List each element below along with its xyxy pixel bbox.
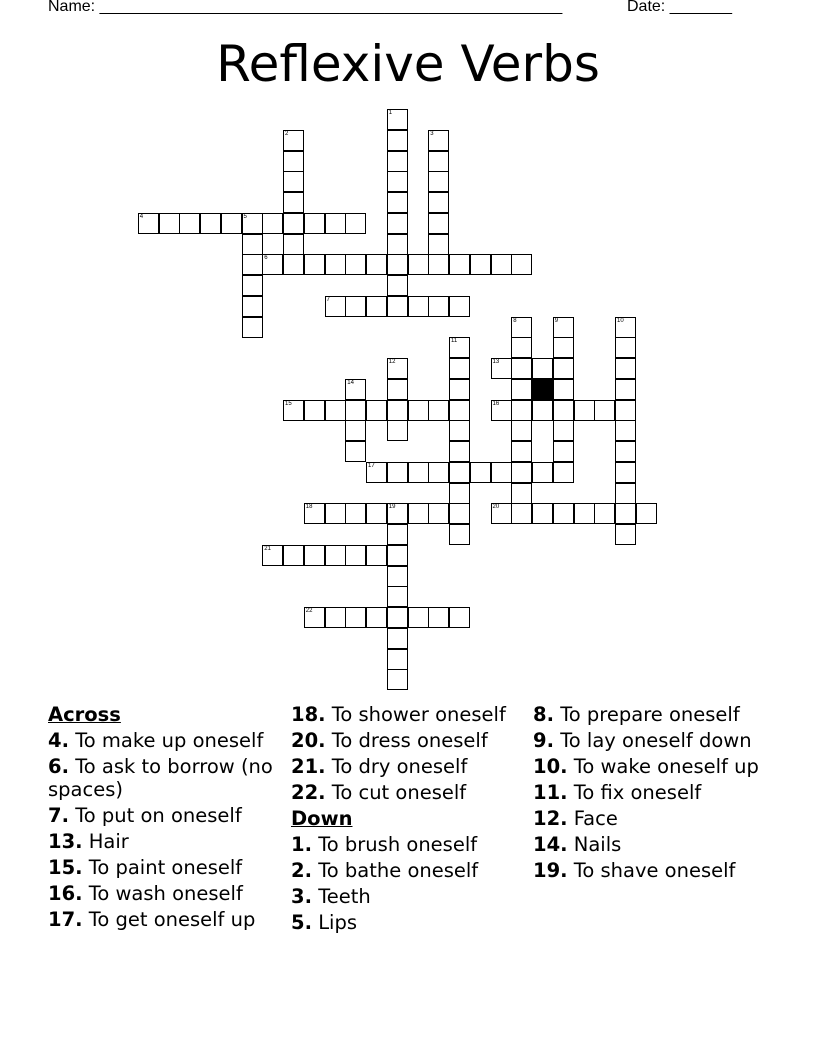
- crossword-cell[interactable]: [345, 254, 366, 275]
- crossword-cell[interactable]: [449, 400, 470, 421]
- crossword-cell[interactable]: [387, 254, 408, 275]
- crossword-cell[interactable]: [304, 254, 325, 275]
- crossword-cell[interactable]: [387, 151, 408, 172]
- crossword-cell[interactable]: [553, 441, 574, 462]
- crossword-cell[interactable]: [366, 296, 387, 317]
- crossword-cell[interactable]: [345, 400, 366, 421]
- crossword-cell[interactable]: [428, 192, 449, 213]
- clue-number-label: 3: [430, 130, 434, 137]
- crossword-cell[interactable]: [408, 503, 429, 524]
- clue-text: To bathe oneself: [318, 859, 479, 882]
- crossword-cell[interactable]: [283, 545, 304, 566]
- clue-number: 14.: [533, 833, 568, 856]
- clue-number-label: 1: [388, 110, 393, 116]
- crossword-cell[interactable]: [345, 441, 366, 462]
- crossword-cell[interactable]: [345, 503, 366, 524]
- clue-text: To prepare oneself: [560, 703, 740, 726]
- clue-text: To get oneself up: [88, 908, 256, 931]
- clue-number-label: 6: [264, 255, 268, 262]
- crossword-cell[interactable]: [387, 586, 408, 607]
- crossword-cell[interactable]: [511, 254, 532, 275]
- clue-item: [533, 833, 773, 856]
- crossword-cell[interactable]: [615, 483, 636, 504]
- clue-item: [291, 729, 531, 752]
- clue-number-label: 11: [451, 338, 458, 345]
- crossword-cell[interactable]: [408, 400, 429, 421]
- crossword-cell[interactable]: [428, 234, 449, 255]
- crossword-cell[interactable]: [532, 358, 553, 379]
- crossword-cell[interactable]: [636, 503, 657, 524]
- clue-text: To put on oneself: [75, 804, 242, 827]
- crossword-cell[interactable]: [283, 171, 304, 192]
- crossword-cell[interactable]: [345, 545, 366, 566]
- clue-number: 17.: [48, 908, 83, 931]
- crossword-cell[interactable]: [304, 503, 325, 524]
- crossword-cell[interactable]: [449, 462, 470, 483]
- crossword-cell[interactable]: [242, 275, 263, 296]
- crossword-cell[interactable]: [262, 545, 283, 566]
- crossword-cell[interactable]: [553, 337, 574, 358]
- clue-item: [533, 729, 773, 752]
- crossword-cell[interactable]: [553, 420, 574, 441]
- crossword-block: [532, 379, 553, 400]
- crossword-cell[interactable]: [511, 503, 532, 524]
- crossword-cell[interactable]: [366, 462, 387, 483]
- crossword-cell[interactable]: [345, 607, 366, 628]
- clue-item: [533, 755, 773, 778]
- crossword-cell[interactable]: [283, 151, 304, 172]
- crossword-cell[interactable]: [511, 358, 532, 379]
- crossword-cell[interactable]: [615, 462, 636, 483]
- crossword-cell[interactable]: [387, 130, 408, 151]
- crossword-cell[interactable]: [511, 483, 532, 504]
- clue-number: 9.: [533, 729, 554, 752]
- clue-item: [48, 755, 288, 801]
- crossword-cell[interactable]: [325, 503, 346, 524]
- clue-number: 4.: [48, 729, 69, 752]
- crossword-cell[interactable]: [491, 254, 512, 275]
- crossword-cell[interactable]: [574, 400, 595, 421]
- crossword-cell[interactable]: [470, 254, 491, 275]
- crossword-cell[interactable]: [387, 503, 408, 524]
- clue-text: Lips: [318, 911, 358, 934]
- crossword-cell[interactable]: [325, 400, 346, 421]
- crossword-cell[interactable]: [449, 337, 470, 358]
- clue-text: To dress oneself: [331, 729, 488, 752]
- crossword-cell[interactable]: [408, 462, 429, 483]
- crossword-cell[interactable]: [387, 109, 408, 130]
- crossword-cell[interactable]: [449, 503, 470, 524]
- crossword-cell[interactable]: [262, 213, 283, 234]
- crossword-cell[interactable]: [511, 337, 532, 358]
- clue-number: 13.: [48, 830, 83, 853]
- crossword-cell[interactable]: [387, 420, 408, 441]
- crossword-cell[interactable]: [138, 213, 159, 234]
- crossword-cell[interactable]: [345, 296, 366, 317]
- across-heading: Across: [48, 703, 121, 726]
- crossword-cell[interactable]: [615, 524, 636, 545]
- crossword-cell[interactable]: [553, 379, 574, 400]
- crossword-cell[interactable]: [242, 254, 263, 275]
- crossword-cell[interactable]: [283, 192, 304, 213]
- clue-text: To fix oneself: [573, 781, 702, 804]
- crossword-cell[interactable]: [387, 462, 408, 483]
- clue-item: [48, 830, 288, 853]
- clue-number-label: 7: [326, 296, 330, 303]
- clue-text: Teeth: [318, 885, 371, 908]
- clue-item: [48, 729, 288, 752]
- crossword-cell[interactable]: [574, 503, 595, 524]
- clue-text: To brush oneself: [318, 833, 478, 856]
- crossword-cell[interactable]: [366, 607, 387, 628]
- crossword-cell[interactable]: [242, 317, 263, 338]
- clue-number: 2.: [291, 859, 312, 882]
- crossword-cell[interactable]: [387, 171, 408, 192]
- crossword-cell[interactable]: [387, 566, 408, 587]
- crossword-cell[interactable]: [304, 213, 325, 234]
- crossword-cell[interactable]: [325, 296, 346, 317]
- crossword-cell[interactable]: [283, 234, 304, 255]
- clue-text: To shower oneself: [331, 703, 506, 726]
- date-field[interactable]: Date: _______: [627, 0, 732, 15]
- clue-item: [533, 703, 773, 726]
- clue-item: [291, 833, 531, 856]
- clue-number-label: 2: [285, 130, 289, 137]
- crossword-cell[interactable]: [428, 296, 449, 317]
- clue-number-label: 10: [617, 317, 624, 324]
- crossword-cell[interactable]: [428, 213, 449, 234]
- clue-number-label: 21: [264, 545, 271, 552]
- crossword-cell[interactable]: [470, 462, 491, 483]
- clue-item: [533, 859, 773, 882]
- crossword-cell[interactable]: [615, 358, 636, 379]
- crossword-cell[interactable]: [387, 192, 408, 213]
- crossword-cell[interactable]: [594, 400, 615, 421]
- clue-number-label: 15: [285, 400, 292, 407]
- clue-number: 21.: [291, 755, 326, 778]
- clue-text: Hair: [88, 830, 129, 853]
- crossword-cell[interactable]: [553, 462, 574, 483]
- crossword-cell[interactable]: [387, 607, 408, 628]
- clue-text: To wake oneself up: [573, 755, 759, 778]
- crossword-cell[interactable]: [325, 254, 346, 275]
- clue-number: 3.: [291, 885, 312, 908]
- crossword-cell[interactable]: [366, 254, 387, 275]
- crossword-cell[interactable]: [511, 317, 532, 338]
- crossword-cell[interactable]: [553, 400, 574, 421]
- clue-item: [291, 911, 531, 934]
- crossword-cell[interactable]: [325, 607, 346, 628]
- crossword-cell[interactable]: [532, 400, 553, 421]
- crossword-cell[interactable]: [345, 420, 366, 441]
- clue-number: 18.: [291, 703, 326, 726]
- crossword-cell[interactable]: [387, 296, 408, 317]
- clue-number: 22.: [291, 781, 326, 804]
- clue-number: 10.: [533, 755, 568, 778]
- crossword-cell[interactable]: [615, 503, 636, 524]
- crossword-cell[interactable]: [428, 151, 449, 172]
- clue-item: [291, 885, 531, 908]
- clue-text: To dry oneself: [331, 755, 468, 778]
- crossword-cell[interactable]: [615, 400, 636, 421]
- crossword-cell[interactable]: [428, 171, 449, 192]
- crossword-cell[interactable]: [615, 441, 636, 462]
- clue-item: [291, 755, 531, 778]
- clue-number: 5.: [291, 911, 312, 934]
- crossword-cell[interactable]: [408, 254, 429, 275]
- clue-number-label: 19: [388, 504, 396, 511]
- crossword-cell[interactable]: [325, 545, 346, 566]
- crossword-cell[interactable]: [449, 420, 470, 441]
- clue-number: 7.: [48, 804, 69, 827]
- clue-item: [48, 856, 288, 879]
- clue-number: 1.: [291, 833, 312, 856]
- crossword-cell[interactable]: [428, 462, 449, 483]
- clue-number-label: 17: [368, 462, 375, 469]
- clue-number-label: 9: [554, 317, 559, 324]
- crossword-cell[interactable]: [449, 483, 470, 504]
- clue-number-label: 8: [513, 317, 517, 324]
- clue-number-label: 5: [243, 213, 247, 220]
- clue-number: 20.: [291, 729, 326, 752]
- clue-number-label: 12: [388, 359, 396, 365]
- crossword-cell[interactable]: [449, 379, 470, 400]
- crossword-cell[interactable]: [511, 420, 532, 441]
- crossword-cell[interactable]: [387, 524, 408, 545]
- clue-number: 11.: [533, 781, 568, 804]
- crossword-cell[interactable]: [449, 254, 470, 275]
- clue-item: [291, 703, 531, 726]
- clue-column-3: [533, 703, 773, 885]
- crossword-cell[interactable]: [532, 503, 553, 524]
- clue-text: To lay oneself down: [560, 729, 752, 752]
- clue-number-label: 22: [305, 608, 313, 614]
- puzzle-title: Reflexive Verbs: [216, 35, 600, 93]
- crossword-cell[interactable]: [449, 358, 470, 379]
- clue-item: [48, 882, 288, 905]
- crossword-cell[interactable]: [200, 213, 221, 234]
- crossword-cell[interactable]: [615, 317, 636, 338]
- clue-number-label: 18: [305, 504, 313, 511]
- crossword-cell[interactable]: [387, 628, 408, 649]
- crossword-cell[interactable]: [449, 441, 470, 462]
- crossword-cell[interactable]: [532, 462, 553, 483]
- crossword-cell[interactable]: [179, 213, 200, 234]
- clue-item: [48, 804, 288, 827]
- crossword-cell[interactable]: [511, 379, 532, 400]
- crossword-cell[interactable]: [366, 503, 387, 524]
- clue-number-label: 13: [492, 359, 500, 365]
- clue-number-label: 4: [139, 213, 144, 220]
- crossword-cell[interactable]: [408, 296, 429, 317]
- crossword-cell[interactable]: [242, 213, 263, 234]
- crossword-cell[interactable]: [428, 503, 449, 524]
- crossword-cell[interactable]: [428, 254, 449, 275]
- crossword-cell[interactable]: [491, 358, 512, 379]
- clue-text: To cut oneself: [331, 781, 467, 804]
- crossword-cell[interactable]: [366, 545, 387, 566]
- crossword-cell[interactable]: [283, 213, 304, 234]
- crossword-cell[interactable]: [325, 213, 346, 234]
- crossword-cell[interactable]: [615, 337, 636, 358]
- clue-text: To paint oneself: [88, 856, 243, 879]
- crossword-cell[interactable]: [491, 503, 512, 524]
- crossword-cell[interactable]: [304, 400, 325, 421]
- clue-text: To shave oneself: [573, 859, 736, 882]
- crossword-cell[interactable]: [428, 400, 449, 421]
- crossword-cell[interactable]: [221, 213, 242, 234]
- crossword-cell[interactable]: [262, 254, 283, 275]
- clue-text: To make up oneself: [75, 729, 264, 752]
- crossword-cell[interactable]: [449, 607, 470, 628]
- crossword-cell[interactable]: [387, 649, 408, 670]
- down-heading: Down: [291, 807, 353, 830]
- crossword-cell[interactable]: [304, 545, 325, 566]
- clue-text: Face: [573, 807, 618, 830]
- clue-number: 12.: [533, 807, 568, 830]
- crossword-cell[interactable]: [387, 213, 408, 234]
- clue-number-label: 20: [492, 504, 500, 511]
- clue-column-2: [291, 703, 531, 937]
- clue-item: [291, 781, 531, 804]
- clue-text: To wash oneself: [88, 882, 243, 905]
- clue-text: To ask to borrow (no spaces): [48, 755, 273, 801]
- crossword-cell[interactable]: [511, 400, 532, 421]
- crossword-cell[interactable]: [387, 379, 408, 400]
- clue-number-label: 14: [347, 379, 354, 386]
- name-field[interactable]: Name: ____________________________________________________: [48, 0, 563, 15]
- clue-item: [291, 859, 531, 882]
- crossword-cell[interactable]: [387, 234, 408, 255]
- clue-column-1: [48, 703, 288, 934]
- clue-number: 15.: [48, 856, 83, 879]
- crossword-cell[interactable]: [491, 400, 512, 421]
- clue-number: 6.: [48, 755, 69, 778]
- crossword-cell[interactable]: [283, 130, 304, 151]
- crossword-cell[interactable]: [615, 420, 636, 441]
- clue-number: 19.: [533, 859, 568, 882]
- crossword-cell[interactable]: [449, 296, 470, 317]
- crossword-cell[interactable]: [553, 503, 574, 524]
- crossword-cell[interactable]: [428, 130, 449, 151]
- crossword-cell[interactable]: [345, 213, 366, 234]
- clue-number-label: 16: [492, 400, 500, 407]
- crossword-cell[interactable]: [449, 524, 470, 545]
- crossword-cell[interactable]: [511, 441, 532, 462]
- crossword-cell[interactable]: [553, 317, 574, 338]
- crossword-cell[interactable]: [387, 358, 408, 379]
- crossword-cell[interactable]: [408, 607, 429, 628]
- crossword-cell[interactable]: [511, 462, 532, 483]
- crossword-cell[interactable]: [387, 275, 408, 296]
- crossword-cell[interactable]: [283, 254, 304, 275]
- crossword-cell[interactable]: [242, 234, 263, 255]
- crossword-cell[interactable]: [345, 379, 366, 400]
- crossword-cell[interactable]: [428, 607, 449, 628]
- crossword-cell[interactable]: [283, 400, 304, 421]
- crossword-cell[interactable]: [242, 296, 263, 317]
- crossword-cell[interactable]: [594, 503, 615, 524]
- crossword-cell[interactable]: [491, 462, 512, 483]
- clue-item: [48, 908, 288, 931]
- crossword-cell[interactable]: [387, 545, 408, 566]
- clue-number: 8.: [533, 703, 554, 726]
- crossword-cell[interactable]: [304, 607, 325, 628]
- crossword-cell[interactable]: [159, 213, 180, 234]
- crossword-cell[interactable]: [553, 358, 574, 379]
- crossword-cell[interactable]: [615, 379, 636, 400]
- clue-item: [533, 781, 773, 804]
- crossword-cell[interactable]: [387, 400, 408, 421]
- crossword-cell[interactable]: [366, 400, 387, 421]
- clue-item: [533, 807, 773, 830]
- clue-number: 16.: [48, 882, 83, 905]
- crossword-cell[interactable]: [387, 669, 408, 690]
- clue-text: Nails: [573, 833, 622, 856]
